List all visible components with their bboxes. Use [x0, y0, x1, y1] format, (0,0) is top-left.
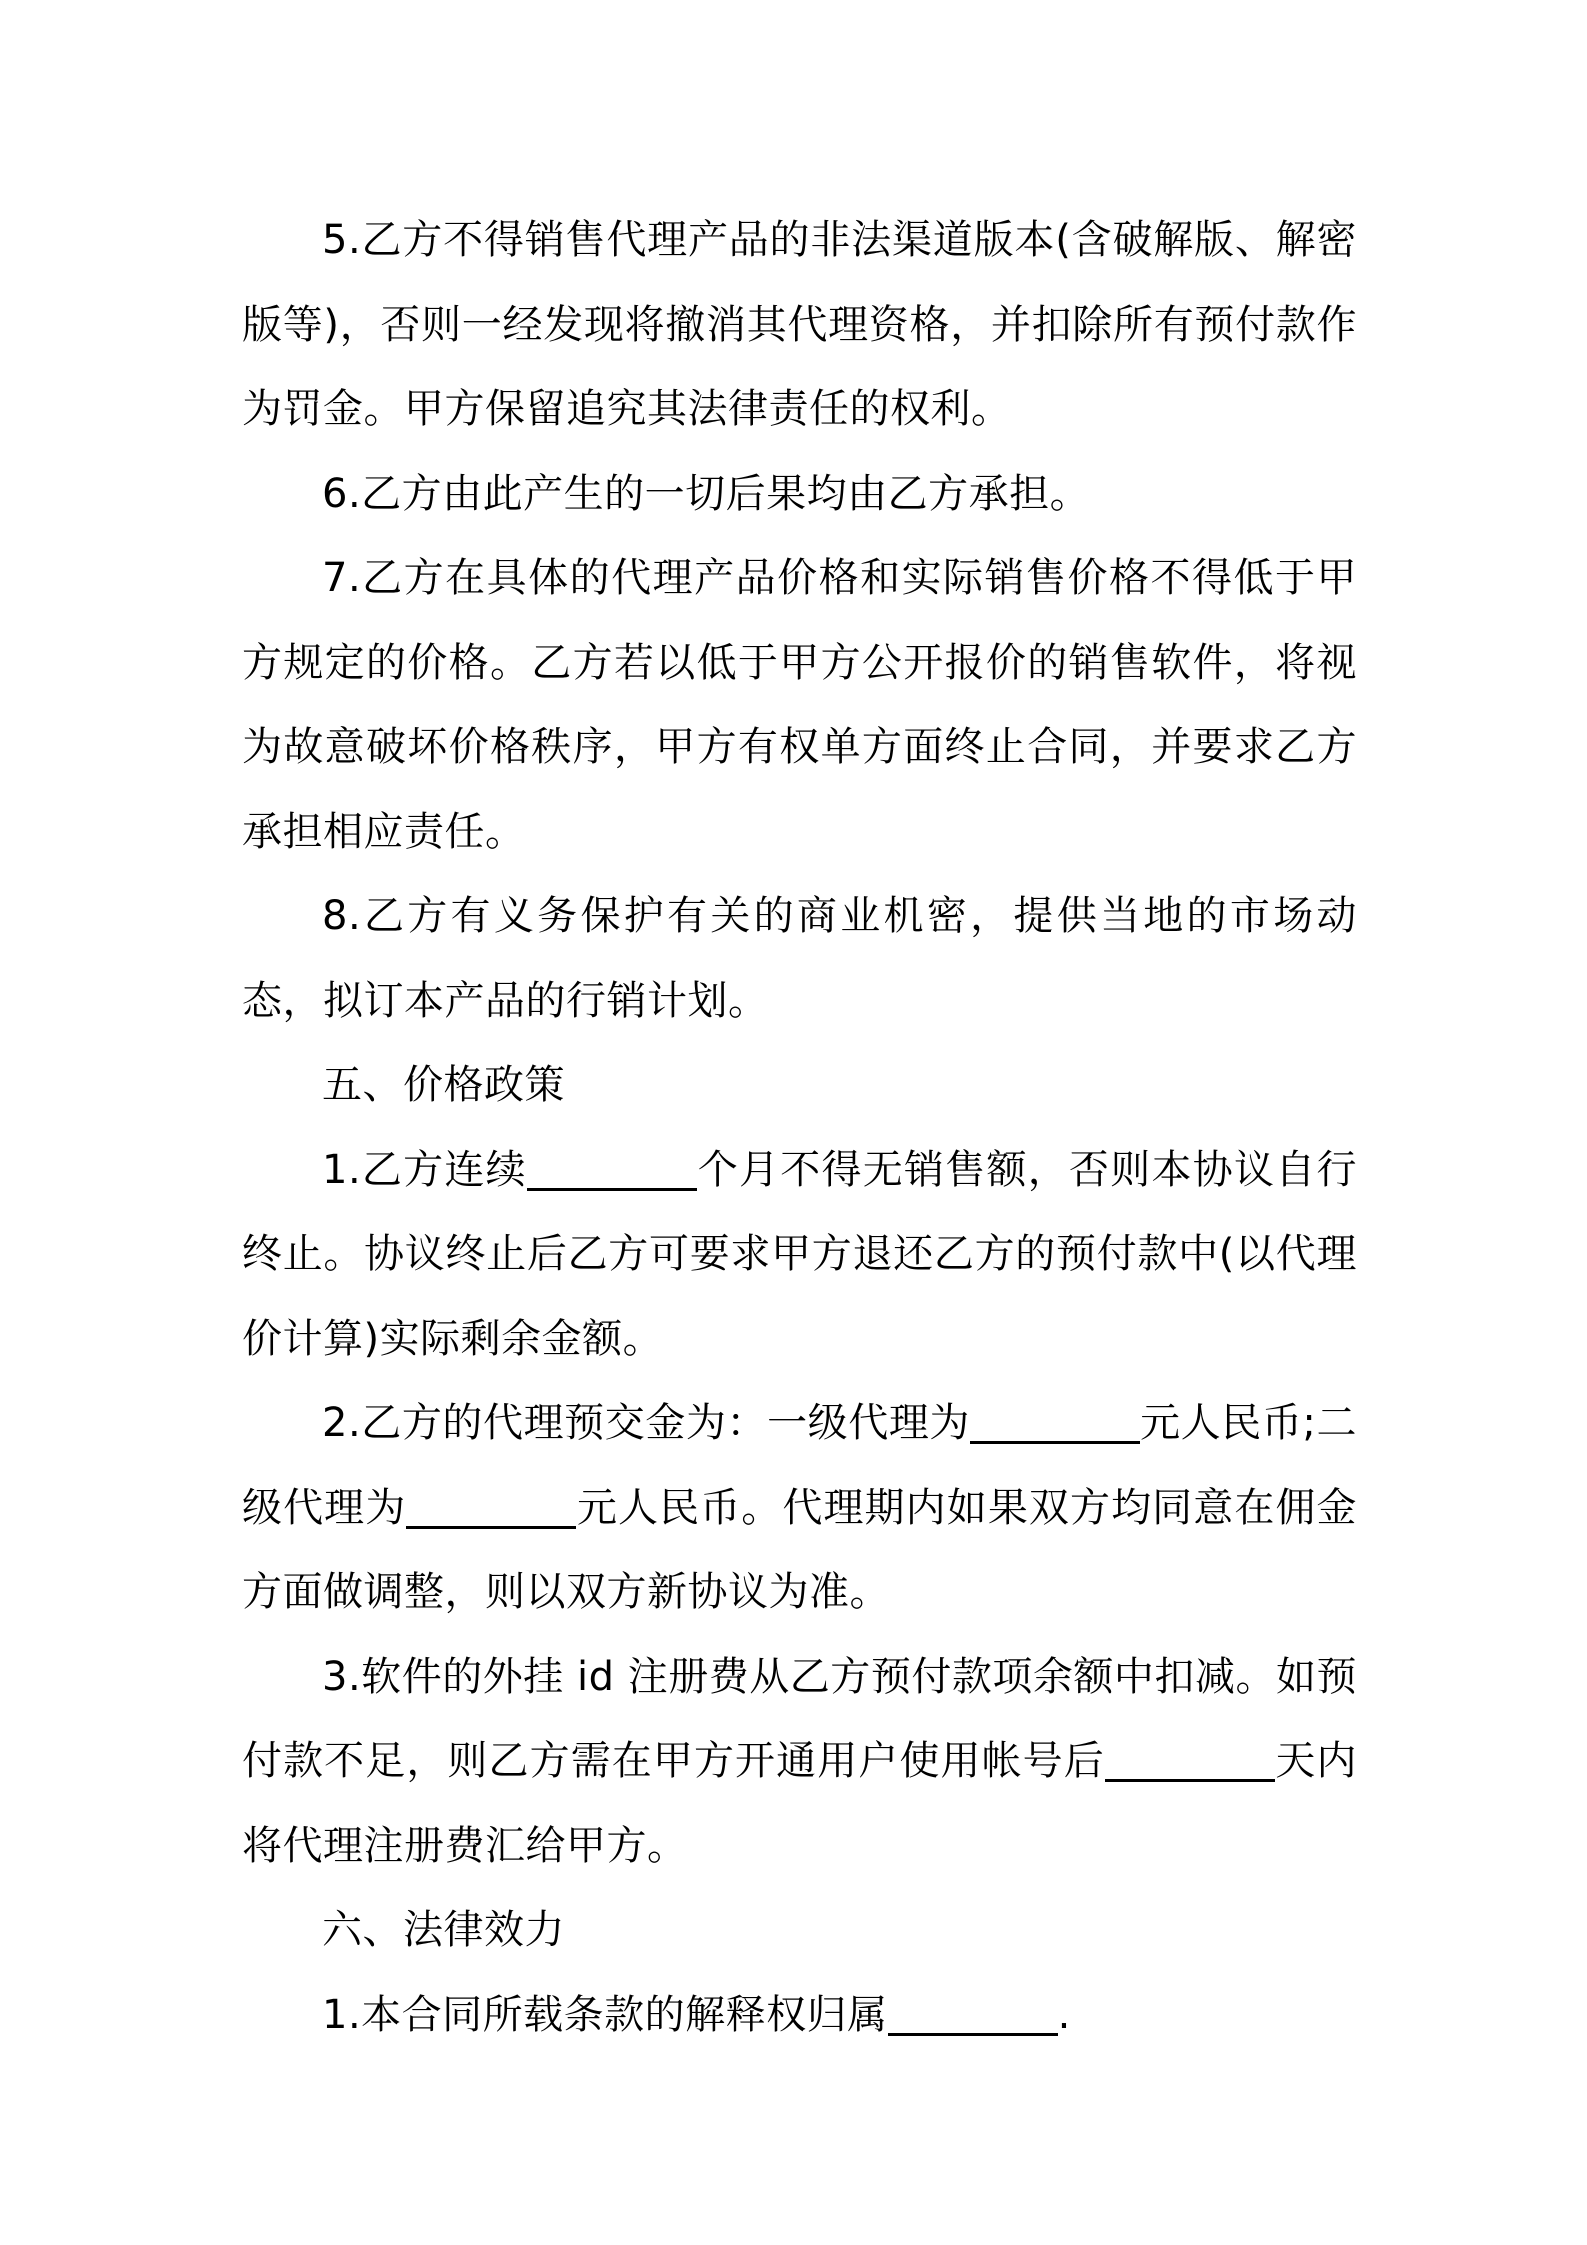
price-clause-2: 2.乙方的代理预交金为：一级代理为 元人民币;二级代理为 元人民币。代理期内如果双方均同意在佣金方面做调整，则以双方新协议为准。	[242, 1400, 1358, 1615]
blank-field-level2-amount[interactable]	[406, 1486, 576, 1529]
blank-field-days[interactable]	[1105, 1739, 1275, 1782]
clause-8: 8.乙方有义务保护有关的商业机密，提供当地的市场动态，拟订本产品的行销计划。	[242, 893, 1357, 1024]
document-page	[242, 198, 1357, 2057]
clause-7: 7.乙方在具体的代理产品价格和实际销售价格不得低于甲方规定的价格。乙方若以低于甲方公开报价的销售软件，将视为故意破坏价格秩序，甲方有权单方面终止合同，并要求乙方承担相应责任。	[242, 555, 1357, 855]
blank-field-level1-amount[interactable]	[970, 1401, 1140, 1444]
blank-field-interpretation-right[interactable]	[888, 1993, 1058, 2036]
price-clause-1: 1.乙方连续 个月不得无销售额，否则本协议自行终止。协议终止后乙方可要求甲方退还乙方的预付款中(以代理价计算)实际剩余金额。	[242, 1146, 1357, 1362]
clause-6: 6.乙方由此产生的一切后果均由乙方承担。	[322, 470, 1091, 517]
section-heading-legal-effect: 六、法律效力	[322, 1907, 565, 1953]
clause-5: 5.乙方不得销售代理产品的非法渠道版本(含破解版、解密版等)，否则一经发现将撤消其代理资格，并扣除所有预付款作为罚金。甲方保留追究其法律责任的权利。	[242, 217, 1357, 432]
section-heading-price-policy: 五、价格政策	[322, 1062, 565, 1108]
blank-field-months[interactable]	[527, 1148, 697, 1191]
price-clause-3: 3.软件的外挂 id 注册费从乙方预付款项余额中扣减。如预付款不足，则乙方需在甲方开通用户使用帐号后 天内将代理注册费汇给甲方。	[242, 1653, 1358, 1869]
legal-clause-1: 1.本合同所载条款的解释权归属 .	[322, 1991, 1071, 2038]
